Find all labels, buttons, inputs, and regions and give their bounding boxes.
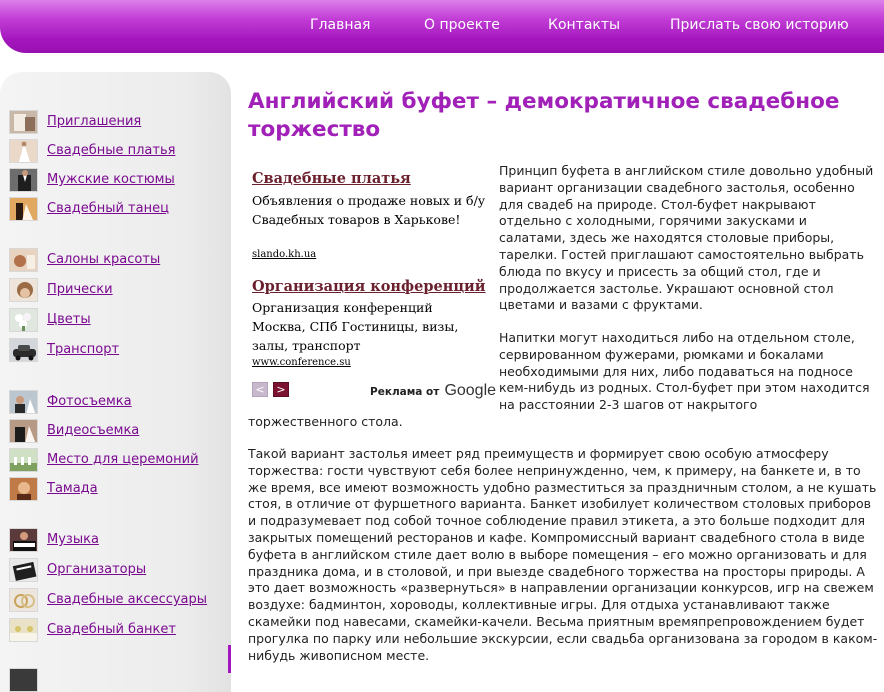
sidebar-item-videography[interactable] — [0, 419, 231, 443]
sidebar-item-wedding-dance[interactable] — [0, 197, 231, 221]
nav-contacts-link[interactable]: Контакты — [548, 17, 621, 33]
invitation-thumb-icon — [9, 110, 38, 134]
wedding-dress-thumb-icon — [9, 139, 38, 163]
sidebar-item-label: Свадебный танец — [47, 201, 169, 216]
sidebar-item-label: Приглашения — [47, 114, 142, 129]
sidebar-item-hairstyles[interactable] — [0, 278, 231, 302]
nav-send-story-link[interactable]: Прислать свою историю — [670, 17, 849, 33]
sidebar-item-label: Фотосъемка — [47, 394, 132, 409]
sidebar-item-label: Свадебные аксессуары — [47, 592, 208, 607]
google-logo: Google — [444, 382, 497, 399]
article-paragraph-continuation: торжественного стола. — [248, 414, 403, 429]
nav-about-link[interactable]: О проекте — [424, 17, 500, 33]
sidebar-item-flowers[interactable] — [0, 308, 231, 332]
sidebar-item-music[interactable] — [0, 528, 231, 552]
ad-title-link[interactable]: Свадебные платья — [252, 170, 411, 187]
ad-prev-button[interactable] — [252, 382, 268, 397]
chevron-left-icon: < — [255, 383, 265, 396]
page-title: Английский буфет – демократичное свадебное торжество — [248, 89, 840, 142]
article-paragraph: Такой вариант застолья имеет ряд преимуществ и формирует свою особую атмосферу торжества: гости чувствуют себя более непринужденно, чем, к примеру, на банкете и, в то же время, все имеют возможность удобно разместиться за праздничным столом, а не кушать стоя, в отличие от фуршетного варианта. Банкет изобилует количеством столовых приборов и подразумевает под собой точное соблюдение правил этикета, а это больше подходит для закрытых помещений ресторанов и кафе. Компромиссный вариант свадебного стола в виде буфета в английском стиле дает волю в выборе помещения – его можно организовать и для праздника дома, и в столовой, и при выезде свадебного торжества на просторы природы. А это дает возможность «развернуться» в направлении организации конкурсов, игр на свежем воздухе: бадминтон, хороводы, коллективные игры. Для отдыха устанавливают также скамейки под навесами, скамейки-качели. Весьма приятным времяпрепровождением будет прогулка по парку или небольшие экскурсии, если свадьба организована за городом в каком-нибудь живописном месте. — [248, 446, 878, 663]
partial-thumb-icon — [9, 668, 38, 692]
sidebar-item-transport[interactable] — [0, 338, 231, 362]
ad-url-link[interactable]: slando.kh.ua — [252, 249, 317, 260]
nav-home-link[interactable]: Главная — [310, 17, 371, 33]
top-nav-bar — [0, 0, 884, 53]
sidebar-item-label: Тамада — [47, 481, 98, 496]
sidebar-item-ceremony-place[interactable] — [0, 448, 231, 472]
sidebar — [0, 72, 231, 692]
sidebar-item-beauty-salons[interactable] — [0, 248, 231, 272]
ad-title-link[interactable]: Организация конференций — [252, 278, 486, 295]
sidebar-item-label: Видеосъемка — [47, 423, 140, 438]
banquet-thumb-icon — [9, 618, 38, 642]
sidebar-accent-strip — [228, 645, 231, 673]
chevron-right-icon: > — [276, 383, 286, 396]
sidebar-item-label: Место для церемоний — [47, 452, 199, 467]
car-thumb-icon — [9, 338, 38, 362]
ad-next-button[interactable] — [273, 382, 289, 397]
sidebar-item-label: Цветы — [47, 312, 91, 327]
sidebar-item-accessories[interactable] — [0, 588, 231, 612]
sidebar-item-wedding-dresses[interactable] — [0, 139, 231, 163]
sidebar-item-photography[interactable] — [0, 390, 231, 414]
sidebar-item-label: Организаторы — [47, 562, 147, 577]
sidebar-item-banquet[interactable] — [0, 618, 231, 642]
video-thumb-icon — [9, 419, 38, 443]
sidebar-item-label: Свадебный банкет — [47, 622, 176, 637]
ad-text: Объявления о продаже новых и б/у Свадебных товаров в Харькове! — [252, 193, 486, 227]
sidebar-item-mens-suits[interactable] — [0, 168, 231, 192]
sidebar-item-label: Музыка — [47, 532, 99, 547]
wedding-dance-thumb-icon — [9, 197, 38, 221]
ceremony-place-thumb-icon — [9, 448, 38, 472]
hairstyle-thumb-icon — [9, 278, 38, 302]
sidebar-item-label: Транспорт — [47, 342, 120, 357]
ads-by-label: Реклама от — [370, 386, 440, 398]
mens-suit-thumb-icon — [9, 168, 38, 192]
flowers-thumb-icon — [9, 308, 38, 332]
ads-by-google-link[interactable] — [370, 380, 496, 400]
ad-block — [252, 170, 497, 410]
sidebar-item-host[interactable] — [0, 477, 231, 501]
beauty-salon-thumb-icon — [9, 248, 38, 272]
music-thumb-icon — [9, 528, 38, 552]
sidebar-item-partial — [0, 668, 231, 692]
host-thumb-icon — [9, 477, 38, 501]
article-paragraph: Принцип буфета в английском стиле довольно удобный вариант организации свадебного застолья, особенно для свадеб на природе. Стол-буфет накрывают отдельно с холодными, горячими закусками и салатами, здесь же находятся столовые приборы, тарелки. Гостей приглашают самостоятельно выбрать блюда по вкусу и присесть за общий стол, где и продолжается застолье. Украшают основной стол цветами и вазами с фруктами. — [499, 163, 874, 313]
sidebar-item-organizers[interactable] — [0, 558, 231, 582]
sidebar-item-label: Салоны красоты — [47, 252, 161, 267]
article-paragraph: Напитки могут находиться либо на отдельном столе, сервированном фужерами, рюмками и бокалами необходимыми для них, либо подаваться на подносе кем-нибудь из родных. Стол-буфет при этом находится на расстоянии 2-3 шагов от накрытого — [499, 330, 870, 413]
sidebar-item-label: Свадебные платья — [47, 143, 176, 158]
sidebar-item-invitations[interactable] — [0, 110, 231, 134]
accessories-thumb-icon — [9, 588, 38, 612]
sidebar-item-label: Мужские костюмы — [47, 172, 175, 187]
organizers-thumb-icon — [9, 558, 38, 582]
ad-text: Организация конференций Москва, СПб Гостиницы, визы, залы, транспорт — [252, 300, 459, 353]
photo-thumb-icon — [9, 390, 38, 414]
sidebar-item-label: Прически — [47, 282, 113, 297]
ad-url-link[interactable]: www.conference.su — [252, 357, 351, 368]
